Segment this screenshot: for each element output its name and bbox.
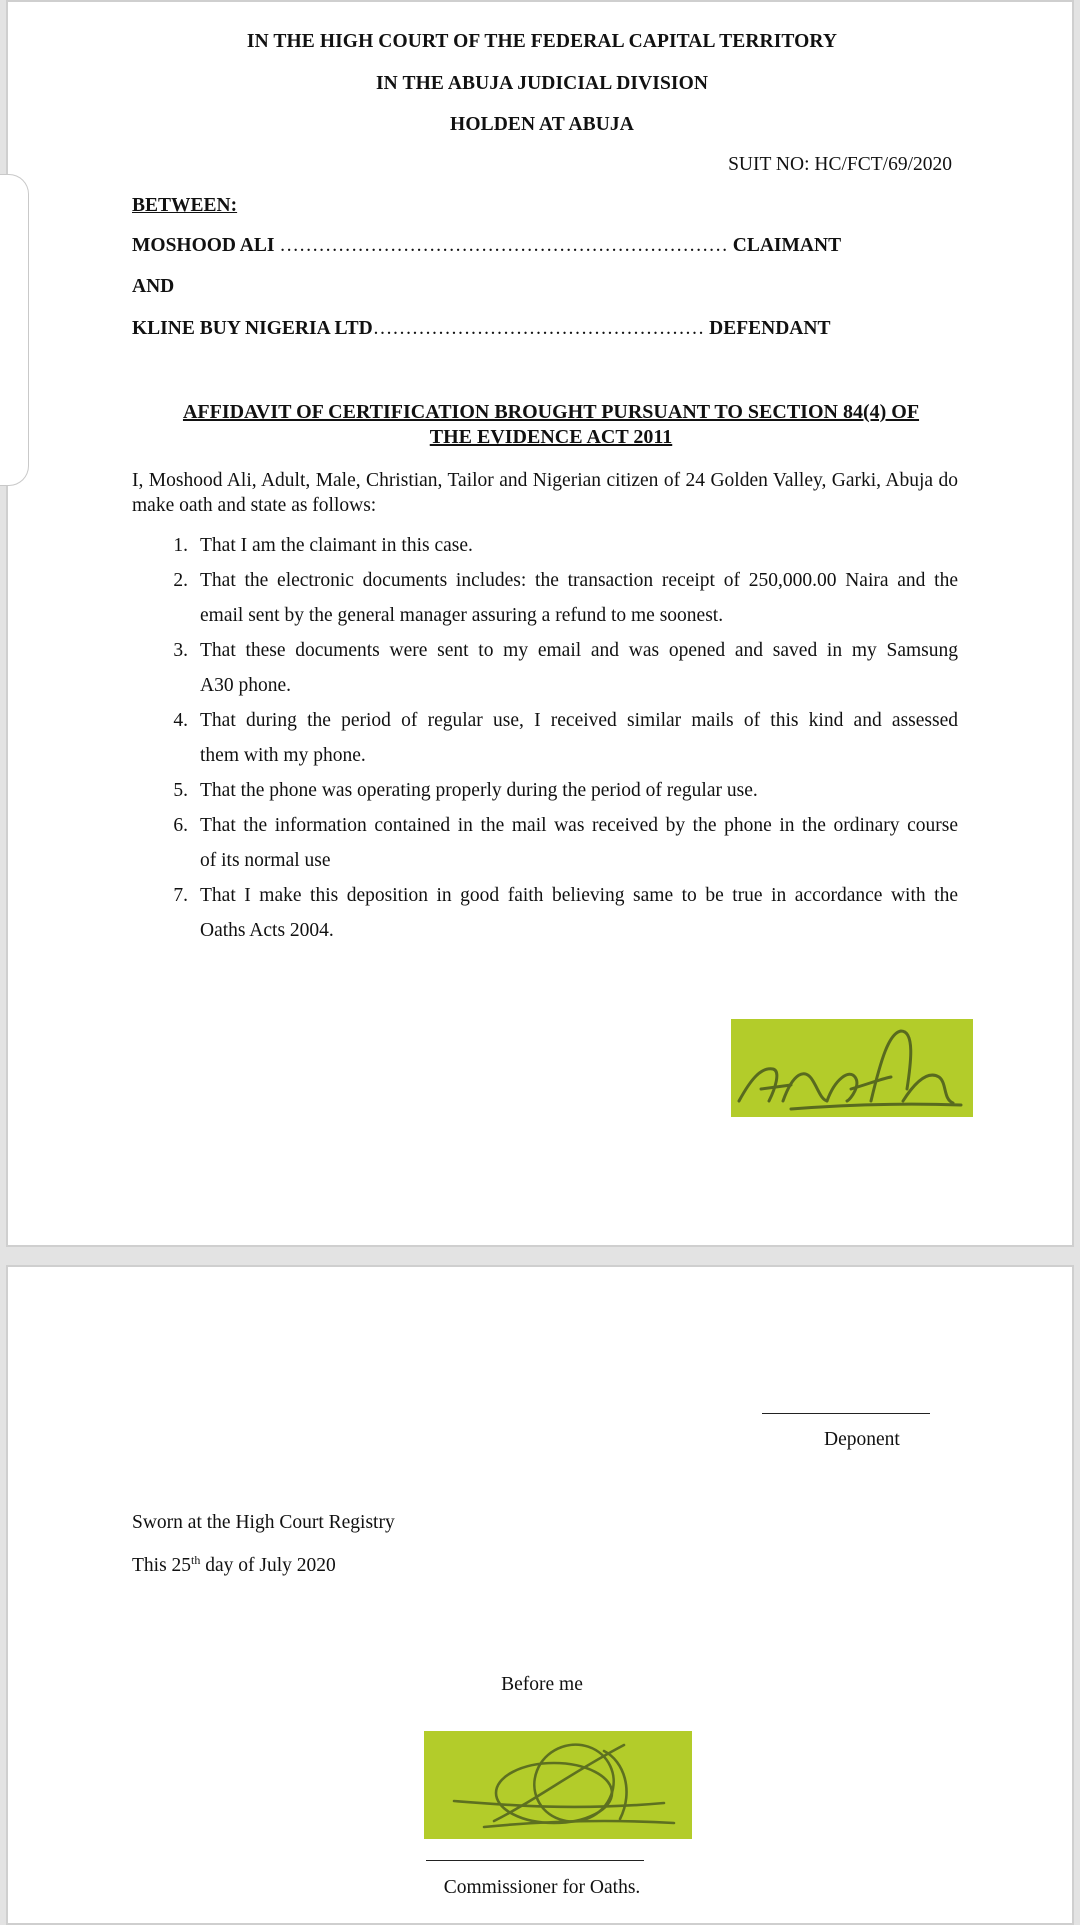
list-item <box>160 634 958 704</box>
side-panel-tab[interactable] <box>0 174 29 486</box>
list-item-text-continued: email sent by the general manager assuring a refund to me soonest. <box>200 605 724 626</box>
list-item-number: 7. <box>173 885 188 906</box>
court-holden: HOLDEN AT ABUJA <box>450 114 634 135</box>
list-item-text: That the phone was operating properly during the period of regular use. <box>200 780 758 801</box>
list-item-text: That these documents were sent to my email and was opened and saved in my Samsung <box>200 640 958 661</box>
commissioner-signature-image <box>424 1731 692 1839</box>
list-item <box>160 529 958 564</box>
claimant-leader-dots: …………………………………………………………… <box>279 235 728 256</box>
list-item-text: That during the period of regular use, I received similar mails of this kind and assessed <box>200 710 958 731</box>
list-item <box>160 564 958 634</box>
between-label: BETWEEN: <box>132 195 238 216</box>
list-item-number: 2. <box>173 570 188 591</box>
list-item-number: 5. <box>173 780 188 801</box>
list-item-text-continued: Oaths Acts 2004. <box>200 920 334 941</box>
commissioner-label: Commissioner for Oaths. <box>443 1877 641 1898</box>
deponent-label: Deponent <box>824 1429 900 1450</box>
court-title: IN THE HIGH COURT OF THE FEDERAL CAPITAL TERRITORY <box>246 31 838 52</box>
suit-number: SUIT NO: HC/FCT/69/2020 <box>728 154 952 175</box>
signature-scribble-icon <box>424 1731 692 1839</box>
list-item-number: 1. <box>173 535 188 556</box>
deponent-signature-line <box>762 1413 930 1414</box>
list-item-text: That the electronic documents includes: the transaction receipt of 250,000.00 Naira and the <box>200 570 958 591</box>
list-item <box>160 704 958 774</box>
defendant-leader-dots: …………………………………………… <box>372 318 705 339</box>
document-page-2 <box>6 1265 1074 1925</box>
list-item <box>160 809 958 879</box>
sworn-date-ordinal: th <box>191 1553 201 1567</box>
affidavit-title-line-1: AFFIDAVIT OF CERTIFICATION BROUGHT PURSUANT TO SECTION 84(4) OF <box>182 401 920 423</box>
list-item-text: That I make this deposition in good faith believing same to be true in accordance with the <box>200 885 958 906</box>
claimant-line <box>132 235 841 257</box>
defendant-line <box>132 318 830 340</box>
affidavit-title <box>132 400 970 450</box>
sworn-date <box>132 1553 336 1577</box>
document-page-1 <box>6 0 1074 1247</box>
deponent-signature-image <box>731 1019 973 1117</box>
list-item-number: 6. <box>173 815 188 836</box>
list-item <box>160 774 958 809</box>
and-label: AND <box>132 276 175 297</box>
list-item-number: 4. <box>173 710 188 731</box>
claimant-role: CLAIMANT <box>732 235 842 256</box>
sworn-date-suffix: day of July 2020 <box>200 1555 336 1576</box>
defendant-role: DEFENDANT <box>709 318 831 339</box>
affidavit-title-line-2: THE EVIDENCE ACT 2011 <box>429 426 673 448</box>
claimant-name: MOSHOOD ALI <box>132 235 275 256</box>
before-me-label: Before me <box>501 1674 583 1695</box>
list-item-text-continued: them with my phone. <box>200 745 366 766</box>
defendant-name: KLINE BUY NIGERIA LTD <box>132 318 373 339</box>
list-item-number: 3. <box>173 640 188 661</box>
signature-scribble-icon <box>731 1019 973 1117</box>
intro-paragraph: I, Moshood Ali, Adult, Male, Christian, Tailor and Nigerian citizen of 24 Golden Valley, Garki, Abuja do make oath and state as follows: <box>132 470 958 516</box>
list-item-text: That the information contained in the mail was received by the phone in the ordinary course <box>200 815 958 836</box>
list-item-text-continued: of its normal use <box>200 850 331 871</box>
list-item-text-continued: A30 phone. <box>200 675 291 696</box>
sworn-date-prefix: This 25 <box>132 1555 192 1576</box>
sworn-location: Sworn at the High Court Registry <box>132 1512 395 1533</box>
court-division: IN THE ABUJA JUDICIAL DIVISION <box>375 73 709 94</box>
commissioner-signature-line <box>426 1860 644 1861</box>
list-item <box>160 879 958 949</box>
list-item-text: That I am the claimant in this case. <box>200 535 473 556</box>
